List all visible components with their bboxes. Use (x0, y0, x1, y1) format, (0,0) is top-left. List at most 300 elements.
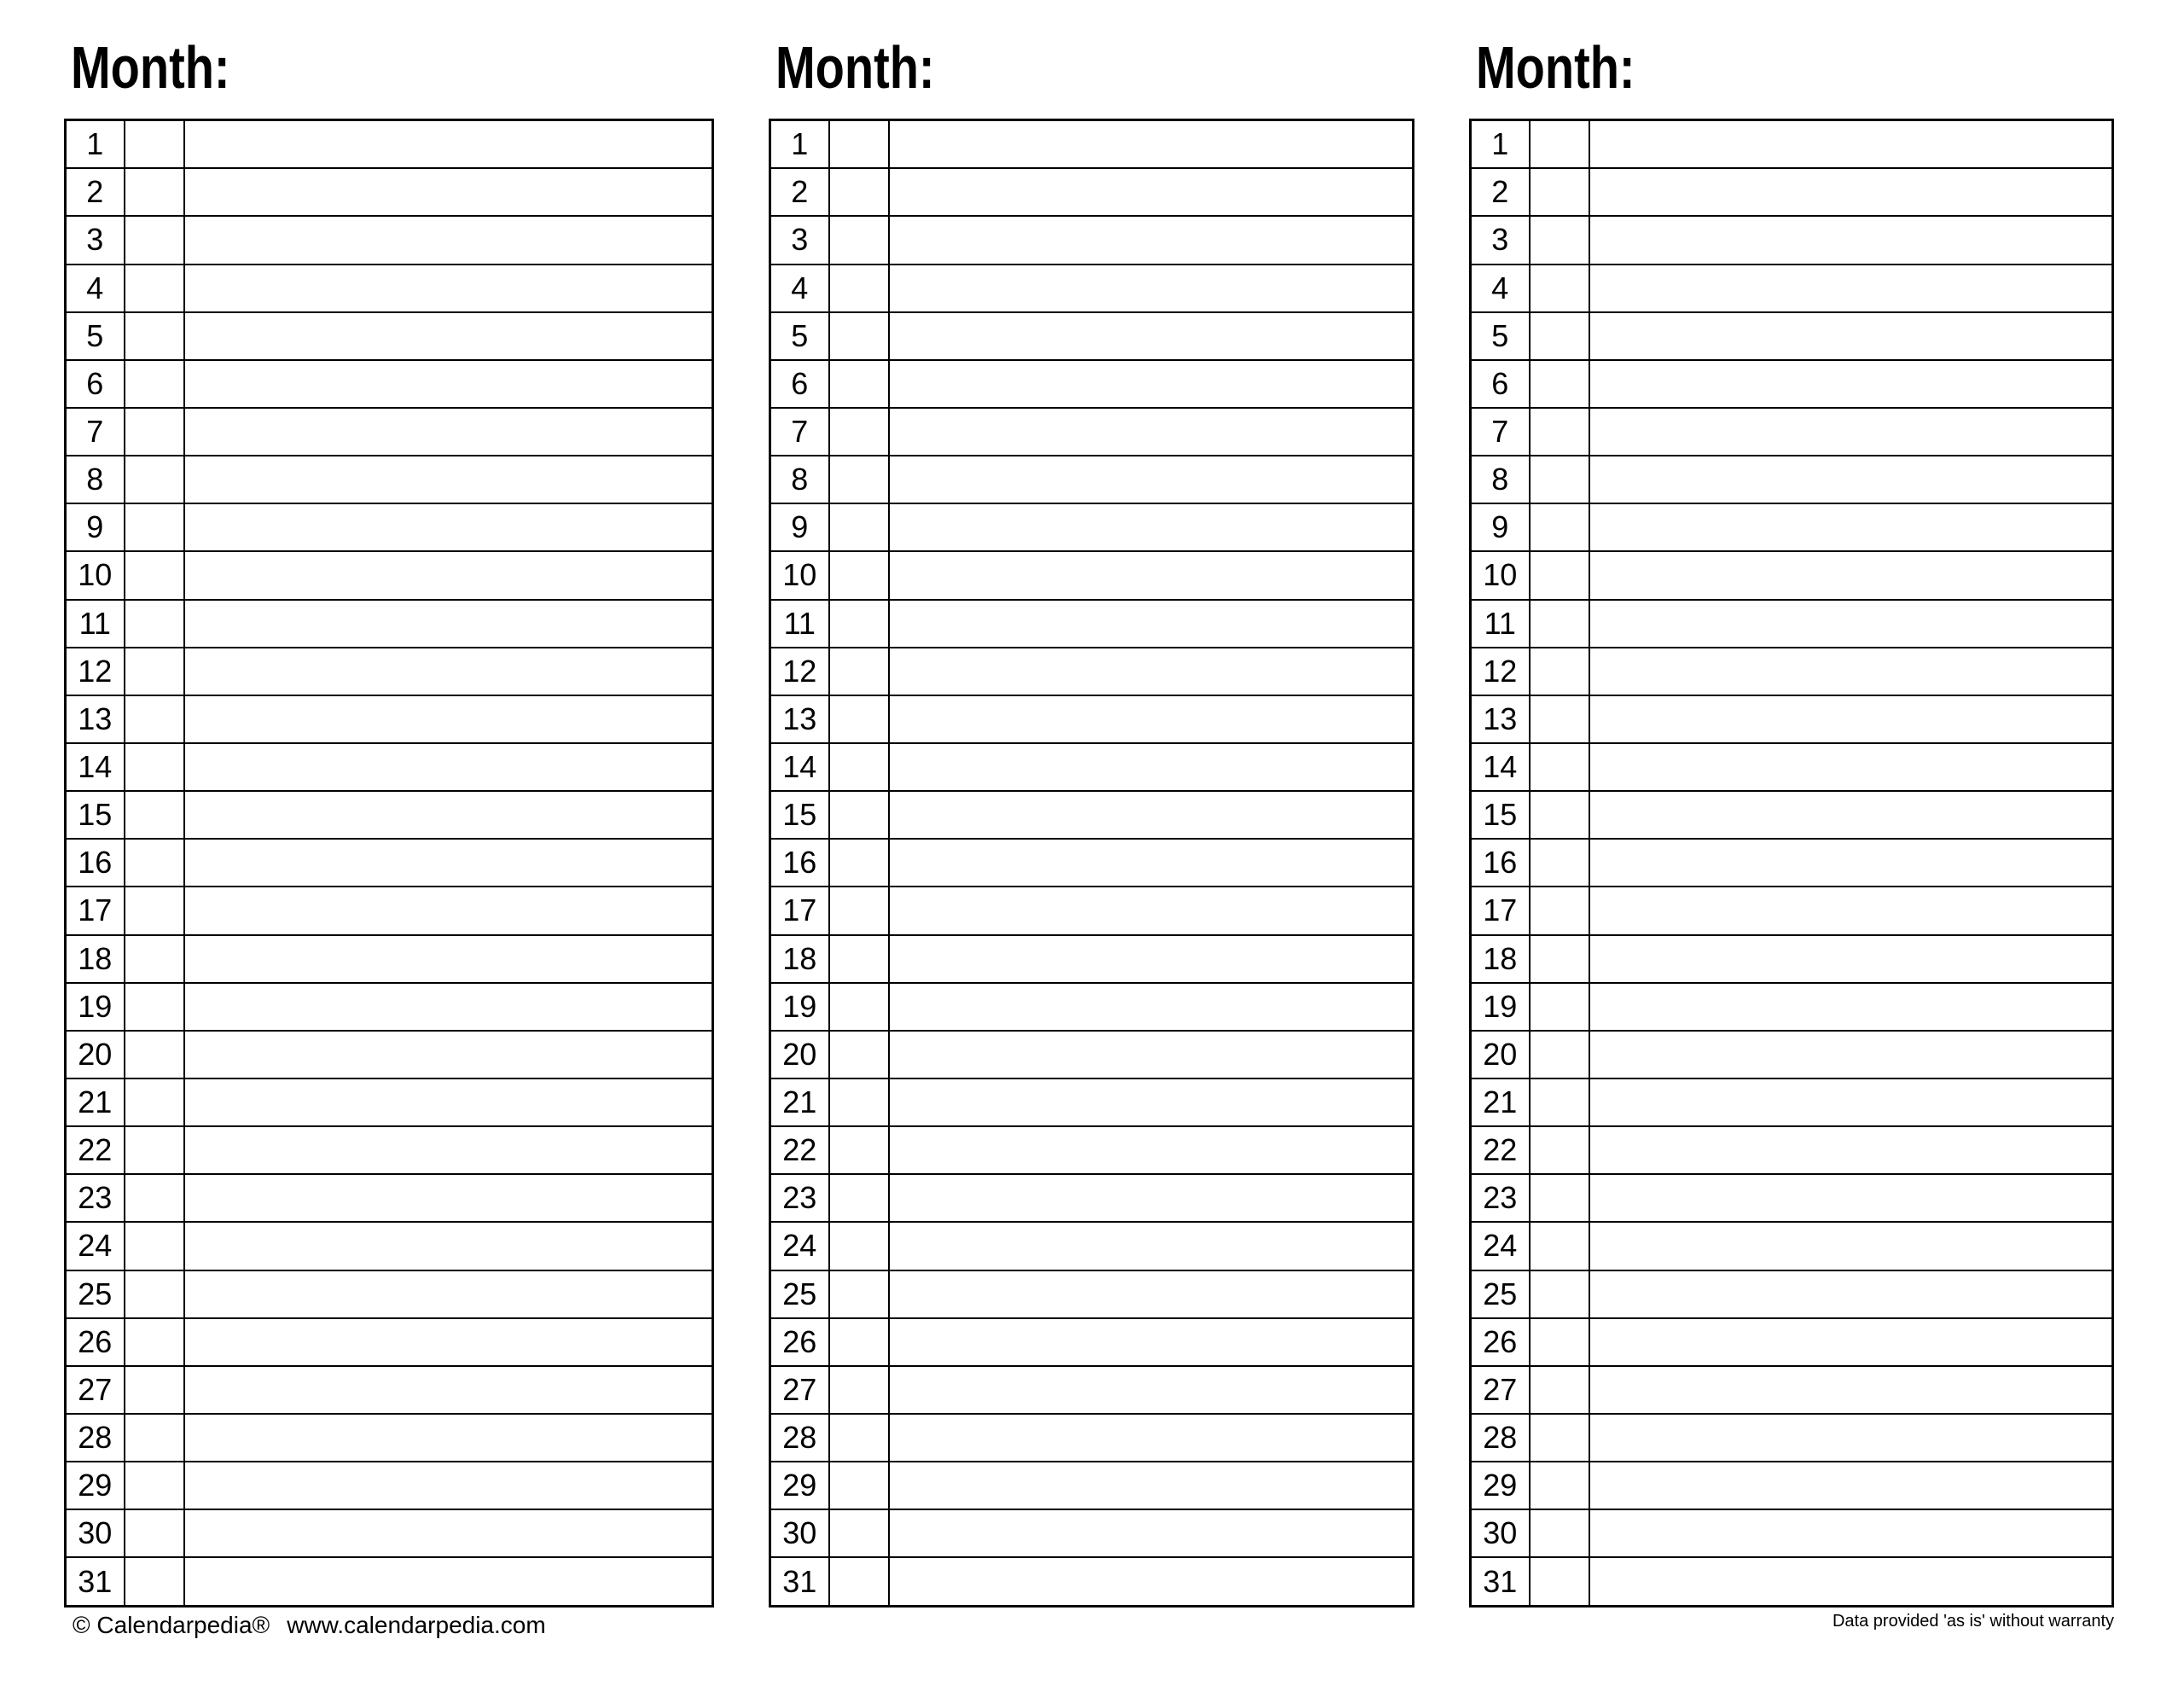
day-entry-blank-cell (1589, 600, 2113, 648)
day-entry-blank-cell (184, 1509, 713, 1557)
day-row (770, 1174, 1414, 1222)
day-small-blank-cell (829, 791, 889, 839)
day-small-blank-cell (125, 216, 184, 264)
day-number-cell: 21 (1471, 1078, 1530, 1126)
day-number-cell: 20 (1471, 1031, 1530, 1078)
day-number-cell: 1 (1471, 120, 1530, 169)
day-small-blank-cell (125, 791, 184, 839)
day-row (770, 408, 1414, 456)
day-number-cell: 18 (1471, 935, 1530, 983)
day-entry-blank-cell (184, 1366, 713, 1414)
day-small-blank-cell (829, 983, 889, 1031)
day-entry-blank-cell (889, 265, 1414, 312)
day-row (66, 887, 713, 934)
day-small-blank-cell (829, 695, 889, 743)
day-number-cell: 9 (1471, 503, 1530, 551)
day-entry-blank-cell (1589, 360, 2113, 408)
day-number-cell: 19 (770, 983, 829, 1031)
day-row (770, 265, 1414, 312)
day-entry-blank-cell (184, 983, 713, 1031)
day-number-cell: 21 (770, 1078, 829, 1126)
day-small-blank-cell (829, 887, 889, 934)
day-small-blank-cell (1530, 1222, 1589, 1270)
day-small-blank-cell (1530, 791, 1589, 839)
day-entry-blank-cell (889, 1031, 1414, 1078)
day-number-cell: 6 (1471, 360, 1530, 408)
day-number-cell: 2 (770, 168, 829, 216)
day-small-blank-cell (125, 503, 184, 551)
day-small-blank-cell (829, 839, 889, 887)
day-small-blank-cell (1530, 1366, 1589, 1414)
day-entry-blank-cell (184, 1174, 713, 1222)
day-entry-blank-cell (889, 935, 1414, 983)
day-number-cell: 7 (66, 408, 125, 456)
day-row (1471, 168, 2113, 216)
day-small-blank-cell (829, 503, 889, 551)
day-row (1471, 265, 2113, 312)
day-entry-blank-cell (184, 791, 713, 839)
day-entry-blank-cell (1589, 1318, 2113, 1366)
day-entry-blank-cell (889, 1174, 1414, 1222)
day-small-blank-cell (125, 839, 184, 887)
day-row (770, 360, 1414, 408)
day-row (1471, 1462, 2113, 1509)
day-number-cell: 8 (770, 456, 829, 503)
day-entry-blank-cell (1589, 791, 2113, 839)
day-small-blank-cell (1530, 503, 1589, 551)
day-number-cell: 31 (1471, 1557, 1530, 1606)
day-table (64, 119, 714, 1608)
day-number-cell: 2 (66, 168, 125, 216)
day-small-blank-cell (125, 1509, 184, 1557)
month-column-2 (769, 0, 1414, 1686)
day-entry-blank-cell (1589, 935, 2113, 983)
day-number-cell: 10 (66, 551, 125, 599)
day-small-blank-cell (1530, 1462, 1589, 1509)
day-entry-blank-cell (184, 360, 713, 408)
day-row (770, 1078, 1414, 1126)
day-small-blank-cell (829, 408, 889, 456)
day-entry-blank-cell (184, 312, 713, 360)
day-small-blank-cell (125, 983, 184, 1031)
day-row (1471, 1078, 2113, 1126)
day-small-blank-cell (1530, 265, 1589, 312)
day-entry-blank-cell (184, 887, 713, 934)
day-number-cell: 16 (770, 839, 829, 887)
day-entry-blank-cell (184, 1318, 713, 1366)
day-number-cell: 24 (1471, 1222, 1530, 1270)
day-small-blank-cell (125, 1318, 184, 1366)
day-row (770, 887, 1414, 934)
day-row (770, 551, 1414, 599)
day-small-blank-cell (1530, 1270, 1589, 1318)
day-row (66, 1318, 713, 1366)
day-small-blank-cell (125, 360, 184, 408)
day-small-blank-cell (125, 312, 184, 360)
day-number-cell: 20 (770, 1031, 829, 1078)
day-entry-blank-cell (184, 265, 713, 312)
day-small-blank-cell (1530, 935, 1589, 983)
day-row (1471, 887, 2113, 934)
day-row (770, 1414, 1414, 1462)
day-entry-blank-cell (889, 168, 1414, 216)
day-small-blank-cell (125, 1174, 184, 1222)
day-small-blank-cell (829, 120, 889, 169)
month-title: Month: (1476, 33, 1635, 101)
day-row (66, 216, 713, 264)
day-entry-blank-cell (889, 648, 1414, 695)
day-number-cell: 29 (66, 1462, 125, 1509)
day-entry-blank-cell (1589, 1031, 2113, 1078)
day-entry-blank-cell (184, 503, 713, 551)
day-row (770, 312, 1414, 360)
day-small-blank-cell (829, 265, 889, 312)
day-row (66, 360, 713, 408)
day-row (1471, 743, 2113, 791)
day-small-blank-cell (1530, 887, 1589, 934)
day-row (770, 1509, 1414, 1557)
day-entry-blank-cell (1589, 1509, 2113, 1557)
day-number-cell: 22 (66, 1126, 125, 1174)
month-title: Month: (775, 33, 935, 101)
day-entry-blank-cell (889, 1366, 1414, 1414)
day-number-cell: 27 (66, 1366, 125, 1414)
day-entry-blank-cell (889, 839, 1414, 887)
day-entry-blank-cell (889, 408, 1414, 456)
day-small-blank-cell (1530, 648, 1589, 695)
day-entry-blank-cell (184, 551, 713, 599)
day-small-blank-cell (1530, 360, 1589, 408)
day-number-cell: 4 (1471, 265, 1530, 312)
day-entry-blank-cell (184, 1557, 713, 1606)
day-number-cell: 13 (66, 695, 125, 743)
day-entry-blank-cell (1589, 1462, 2113, 1509)
day-entry-blank-cell (184, 168, 713, 216)
day-entry-blank-cell (889, 791, 1414, 839)
day-entry-blank-cell (889, 1126, 1414, 1174)
day-number-cell: 24 (66, 1222, 125, 1270)
day-small-blank-cell (1530, 983, 1589, 1031)
day-row (1471, 1222, 2113, 1270)
day-small-blank-cell (829, 1078, 889, 1126)
day-number-cell: 25 (770, 1270, 829, 1318)
day-row (1471, 408, 2113, 456)
day-number-cell: 19 (66, 983, 125, 1031)
day-number-cell: 28 (770, 1414, 829, 1462)
day-table (769, 119, 1414, 1608)
day-small-blank-cell (1530, 168, 1589, 216)
day-number-cell: 26 (66, 1318, 125, 1366)
day-small-blank-cell (829, 1031, 889, 1078)
day-entry-blank-cell (889, 1318, 1414, 1366)
day-row (66, 1031, 713, 1078)
day-entry-blank-cell (1589, 312, 2113, 360)
day-number-cell: 12 (66, 648, 125, 695)
day-entry-blank-cell (1589, 1126, 2113, 1174)
day-number-cell: 8 (66, 456, 125, 503)
day-entry-blank-cell (1589, 743, 2113, 791)
day-small-blank-cell (829, 743, 889, 791)
day-row (1471, 983, 2113, 1031)
day-number-cell: 11 (770, 600, 829, 648)
day-row (1471, 600, 2113, 648)
day-row (770, 168, 1414, 216)
day-row (1471, 1557, 2113, 1606)
day-number-cell: 7 (770, 408, 829, 456)
day-entry-blank-cell (889, 360, 1414, 408)
day-row (66, 743, 713, 791)
day-row (66, 312, 713, 360)
day-row (1471, 1366, 2113, 1414)
footer-copyright (73, 1613, 546, 1639)
day-entry-blank-cell (1589, 1270, 2113, 1318)
day-row (66, 600, 713, 648)
day-small-blank-cell (829, 1462, 889, 1509)
day-number-cell: 3 (1471, 216, 1530, 264)
day-number-cell: 10 (1471, 551, 1530, 599)
day-small-blank-cell (829, 360, 889, 408)
day-small-blank-cell (829, 551, 889, 599)
day-number-cell: 15 (770, 791, 829, 839)
day-small-blank-cell (829, 216, 889, 264)
day-entry-blank-cell (184, 1031, 713, 1078)
day-number-cell: 17 (770, 887, 829, 934)
day-row (770, 695, 1414, 743)
day-entry-blank-cell (184, 1222, 713, 1270)
day-entry-blank-cell (1589, 551, 2113, 599)
disclaimer-text: Data provided 'as is' without warranty (1832, 1612, 2114, 1631)
day-number-cell: 25 (1471, 1270, 1530, 1318)
day-entry-blank-cell (184, 120, 713, 169)
day-small-blank-cell (125, 120, 184, 169)
day-row (1471, 1031, 2113, 1078)
day-entry-blank-cell (889, 1222, 1414, 1270)
day-small-blank-cell (125, 1557, 184, 1606)
day-small-blank-cell (1530, 839, 1589, 887)
day-entry-blank-cell (1589, 168, 2113, 216)
day-small-blank-cell (829, 1509, 889, 1557)
day-small-blank-cell (125, 695, 184, 743)
month-column-1 (64, 0, 714, 1686)
website-url: www.calendarpedia.com (287, 1612, 546, 1638)
day-small-blank-cell (829, 1270, 889, 1318)
day-number-cell: 23 (770, 1174, 829, 1222)
day-row (1471, 1174, 2113, 1222)
day-small-blank-cell (829, 1366, 889, 1414)
day-small-blank-cell (1530, 216, 1589, 264)
day-row (66, 648, 713, 695)
day-small-blank-cell (1530, 743, 1589, 791)
day-entry-blank-cell (1589, 120, 2113, 169)
day-entry-blank-cell (889, 1414, 1414, 1462)
day-row (770, 216, 1414, 264)
day-entry-blank-cell (184, 648, 713, 695)
day-number-cell: 2 (1471, 168, 1530, 216)
day-small-blank-cell (829, 456, 889, 503)
day-small-blank-cell (125, 600, 184, 648)
day-entry-blank-cell (184, 743, 713, 791)
day-number-cell: 18 (66, 935, 125, 983)
day-row (770, 1270, 1414, 1318)
day-row (66, 551, 713, 599)
day-small-blank-cell (1530, 1126, 1589, 1174)
day-number-cell: 31 (66, 1557, 125, 1606)
day-row (1471, 503, 2113, 551)
day-number-cell: 22 (1471, 1126, 1530, 1174)
day-row (1471, 935, 2113, 983)
day-number-cell: 24 (770, 1222, 829, 1270)
day-small-blank-cell (125, 408, 184, 456)
day-entry-blank-cell (1589, 695, 2113, 743)
day-entry-blank-cell (184, 1270, 713, 1318)
day-entry-blank-cell (1589, 216, 2113, 264)
day-small-blank-cell (829, 168, 889, 216)
day-row (770, 1222, 1414, 1270)
day-small-blank-cell (125, 1414, 184, 1462)
day-row (66, 503, 713, 551)
day-entry-blank-cell (1589, 648, 2113, 695)
day-number-cell: 25 (66, 1270, 125, 1318)
day-number-cell: 19 (1471, 983, 1530, 1031)
day-row (1471, 1318, 2113, 1366)
day-entry-blank-cell (184, 456, 713, 503)
day-number-cell: 26 (770, 1318, 829, 1366)
day-entry-blank-cell (889, 1557, 1414, 1606)
day-entry-blank-cell (1589, 503, 2113, 551)
day-entry-blank-cell (184, 695, 713, 743)
day-number-cell: 5 (1471, 312, 1530, 360)
day-number-cell: 9 (66, 503, 125, 551)
day-entry-blank-cell (889, 216, 1414, 264)
day-small-blank-cell (125, 1031, 184, 1078)
day-small-blank-cell (125, 168, 184, 216)
day-entry-blank-cell (889, 120, 1414, 169)
day-number-cell: 9 (770, 503, 829, 551)
day-row (66, 1557, 713, 1606)
day-entry-blank-cell (184, 1126, 713, 1174)
day-number-cell: 15 (66, 791, 125, 839)
day-row (1471, 456, 2113, 503)
day-row (1471, 312, 2113, 360)
day-row (770, 935, 1414, 983)
day-number-cell: 26 (1471, 1318, 1530, 1366)
day-row (1471, 360, 2113, 408)
day-number-cell: 14 (1471, 743, 1530, 791)
day-number-cell: 28 (1471, 1414, 1530, 1462)
day-number-cell: 13 (770, 695, 829, 743)
day-row (770, 600, 1414, 648)
day-row (1471, 1509, 2113, 1557)
day-row (1471, 648, 2113, 695)
day-small-blank-cell (125, 1126, 184, 1174)
day-row (1471, 120, 2113, 169)
day-small-blank-cell (829, 600, 889, 648)
day-row (770, 1366, 1414, 1414)
day-number-cell: 29 (770, 1462, 829, 1509)
day-entry-blank-cell (1589, 1222, 2113, 1270)
day-small-blank-cell (829, 1414, 889, 1462)
day-row (770, 1126, 1414, 1174)
day-row (1471, 695, 2113, 743)
day-row (66, 695, 713, 743)
day-row (66, 120, 713, 169)
day-small-blank-cell (1530, 1174, 1589, 1222)
month-column-3 (1469, 0, 2114, 1686)
day-row (66, 791, 713, 839)
day-small-blank-cell (1530, 1318, 1589, 1366)
day-number-cell: 15 (1471, 791, 1530, 839)
day-row (1471, 1414, 2113, 1462)
day-entry-blank-cell (1589, 1557, 2113, 1606)
day-row (1471, 551, 2113, 599)
day-row (770, 839, 1414, 887)
day-small-blank-cell (125, 1270, 184, 1318)
day-entry-blank-cell (1589, 887, 2113, 934)
day-entry-blank-cell (889, 887, 1414, 934)
day-small-blank-cell (829, 1126, 889, 1174)
day-row (66, 983, 713, 1031)
day-entry-blank-cell (889, 1078, 1414, 1126)
day-entry-blank-cell (184, 600, 713, 648)
day-small-blank-cell (1530, 1557, 1589, 1606)
day-number-cell: 16 (66, 839, 125, 887)
day-number-cell: 12 (770, 648, 829, 695)
day-number-cell: 23 (66, 1174, 125, 1222)
month-title: Month: (71, 33, 230, 101)
day-number-cell: 30 (1471, 1509, 1530, 1557)
day-entry-blank-cell (184, 1414, 713, 1462)
day-row (770, 456, 1414, 503)
day-number-cell: 28 (66, 1414, 125, 1462)
day-number-cell: 14 (770, 743, 829, 791)
day-entry-blank-cell (889, 551, 1414, 599)
day-number-cell: 12 (1471, 648, 1530, 695)
day-small-blank-cell (829, 312, 889, 360)
day-entry-blank-cell (1589, 983, 2113, 1031)
day-small-blank-cell (1530, 1078, 1589, 1126)
day-row (66, 1126, 713, 1174)
day-row (770, 1318, 1414, 1366)
day-number-cell: 31 (770, 1557, 829, 1606)
day-small-blank-cell (1530, 1031, 1589, 1078)
day-number-cell: 6 (66, 360, 125, 408)
day-entry-blank-cell (1589, 839, 2113, 887)
day-number-cell: 18 (770, 935, 829, 983)
day-number-cell: 23 (1471, 1174, 1530, 1222)
day-entry-blank-cell (1589, 1414, 2113, 1462)
day-number-cell: 11 (66, 600, 125, 648)
day-row (1471, 839, 2113, 887)
day-number-cell: 27 (770, 1366, 829, 1414)
day-entry-blank-cell (184, 408, 713, 456)
day-entry-blank-cell (889, 503, 1414, 551)
day-small-blank-cell (829, 1222, 889, 1270)
day-small-blank-cell (125, 1462, 184, 1509)
day-small-blank-cell (1530, 312, 1589, 360)
day-row (1471, 791, 2113, 839)
day-entry-blank-cell (1589, 1366, 2113, 1414)
copyright-text: © Calendarpedia® (73, 1612, 270, 1638)
day-number-cell: 13 (1471, 695, 1530, 743)
day-small-blank-cell (125, 265, 184, 312)
day-entry-blank-cell (184, 216, 713, 264)
day-small-blank-cell (1530, 408, 1589, 456)
day-row (770, 1557, 1414, 1606)
day-table (1469, 119, 2114, 1608)
day-entry-blank-cell (889, 1462, 1414, 1509)
day-number-cell: 5 (66, 312, 125, 360)
day-row (66, 839, 713, 887)
